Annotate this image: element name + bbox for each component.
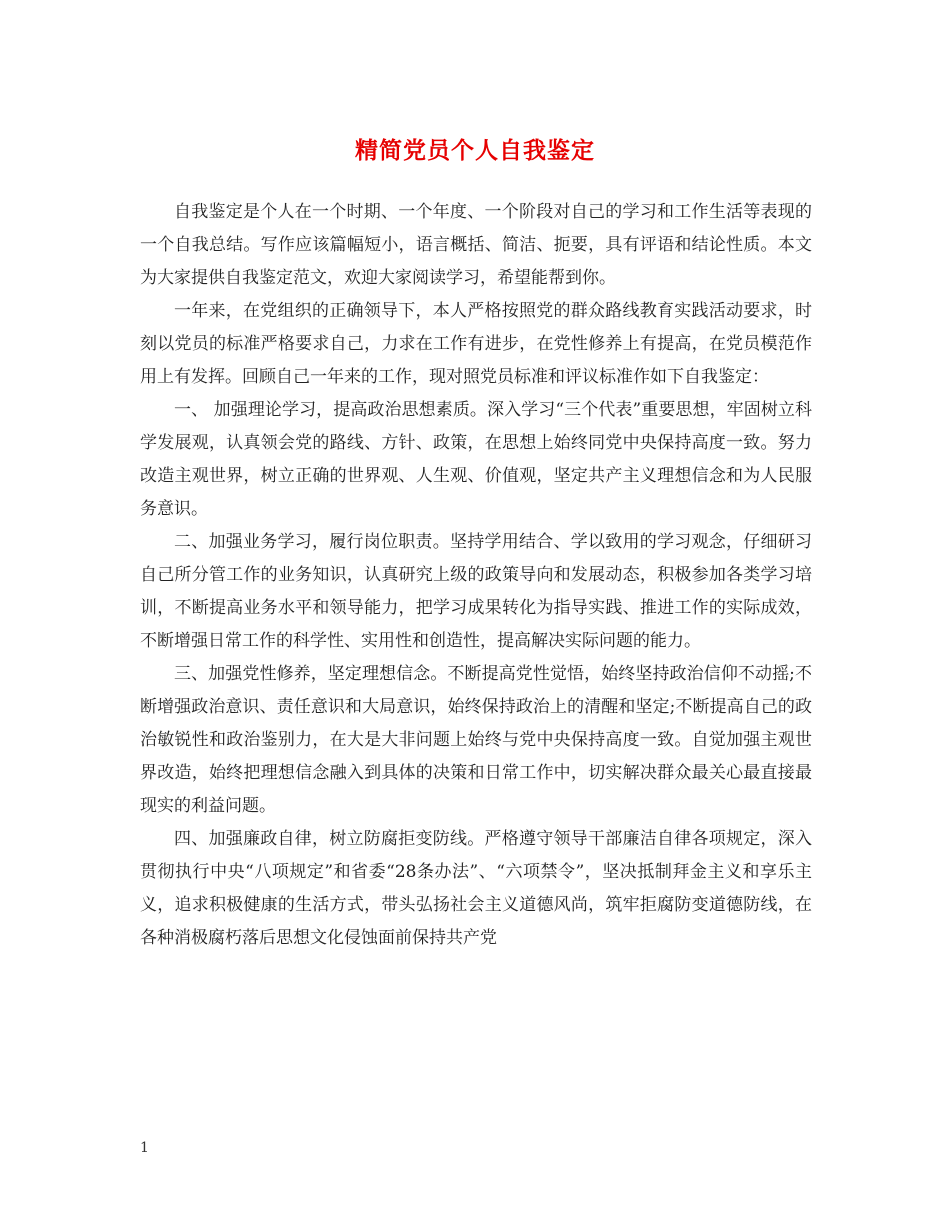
paragraph-overview: 一年来，在党组织的正确领导下，本人严格按照党的群众路线教育实践活动要求，时刻以党员的标准严格要求自己，力求在工作有进步，在党性修养上有提高，在党员模范作用上有发挥。回顾自己一年来的工作，现对照党员标准和评议标准作如下自我鉴定： bbox=[140, 301, 812, 387]
paragraph-section-2: 二、加强业务学习，履行岗位职责。坚持学用结合、学以致用的学习观念，仔细研习自己所分管工作的业务知识，认真研究上级的政策导向和发展动态，积极参加各类学习培训，不断提高业务水平和领导能力，把学习成果转化为指导实践、推进工作的实际成效，不断增强日常工作的科学性、实用性和创造性，提高解决实际问题的能力。 bbox=[140, 532, 812, 651]
paragraph-section-3: 三、加强党性修养，坚定理想信念。不断提高党性觉悟，始终坚持政治信仰不动摇;不断增强政治意识、责任意识和大局意识，始终保持政治上的清醒和坚定;不断提高自己的政治敏锐性和政治鉴别力，在大是大非问题上始终与党中央保持高度一致。自觉加强主观世界改造，始终把理想信念融入到具体的决策和日常工作中，切实解决群众最关心最直接最现实的利益问题。 bbox=[140, 664, 812, 816]
paragraph-section-1: 一、 加强理论学习，提高政治思想素质。深入学习“三个代表”重要思想，牢固树立科学发展观，认真领会党的路线、方针、政策，在思想上始终同党中央保持高度一致。努力改造主观世界，树立正确的世界观、人生观、价值观，坚定共产主义理想信念和为人民服务意识。 bbox=[140, 400, 812, 519]
document-title: 精简党员个人自我鉴定 bbox=[355, 137, 595, 164]
document-body bbox=[140, 196, 812, 955]
page-number: 1 bbox=[140, 1140, 149, 1156]
paragraph-intro: 自我鉴定是个人在一个时期、一个年度、一个阶段对自己的学习和工作生活等表现的一个自我总结。写作应该篇幅短小，语言概括、简洁、扼要，具有评语和结论性质。本文为大家提供自我鉴定范文，欢迎大家阅读学习，希望能帮到你。 bbox=[140, 202, 812, 288]
paragraph-section-4: 四、加强廉政自律，树立防腐拒变防线。严格遵守领导干部廉洁自律各项规定，深入贯彻执行中央“八项规定”和省委“28条办法”、“六项禁令”，坚决抵制拜金主义和享乐主义，追求积极健康的生活方式，带头弘扬社会主义道德风尚，筑牢拒腐防变道德防线，在各种消极腐朽落后思想文化侵蚀面前保持共产党 bbox=[140, 829, 812, 948]
